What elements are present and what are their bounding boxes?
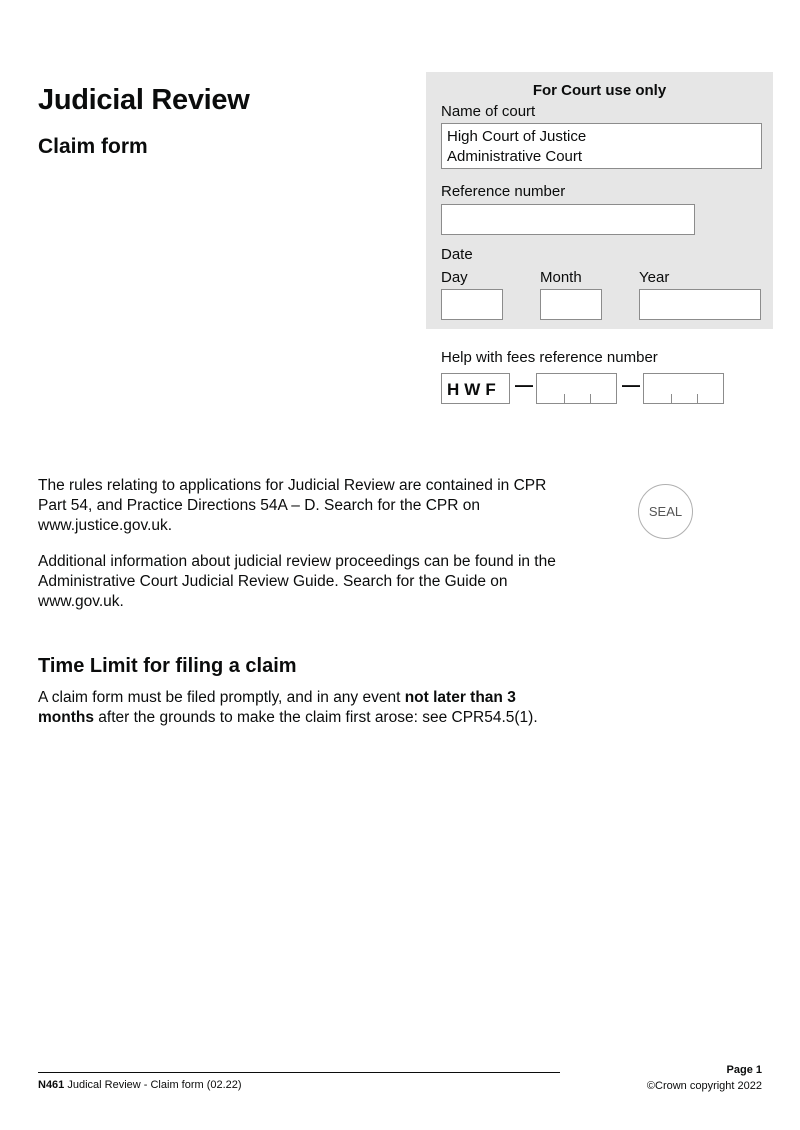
date-label: Date	[441, 246, 473, 263]
court-use-heading: For Court use only	[532, 82, 667, 99]
footer-form-reference	[38, 1079, 242, 1091]
copyright: ©Crown copyright 2022	[646, 1080, 762, 1092]
court-name-line-2: Administrative Court	[447, 148, 583, 165]
footer-form-code: N461	[38, 1079, 65, 1091]
time-limit-heading: Time Limit for filing a claim	[38, 655, 297, 677]
court-use-panel	[426, 72, 773, 329]
footer-form-desc: Judical Review - Claim form (02.22)	[64, 1079, 242, 1091]
time-limit-text-bold: not later than 3 months	[38, 689, 516, 726]
footer-divider	[38, 1072, 560, 1073]
month-field[interactable]	[540, 289, 602, 320]
reference-number-label: Reference number	[441, 183, 566, 200]
hwf-prefix-box: HWF	[441, 373, 510, 404]
court-name-label: Name of court	[441, 103, 536, 120]
hwf-segment-1-field[interactable]	[536, 373, 617, 404]
page-title: Judicial Review	[38, 84, 250, 116]
time-limit-text-b: after the grounds to make the claim first arose: see CPR54.5(1).	[93, 709, 538, 726]
year-field[interactable]	[639, 289, 761, 320]
seal-stamp: SEAL	[638, 484, 693, 539]
hwf-separator-1: —	[515, 375, 533, 395]
month-label: Month	[540, 269, 582, 286]
intro-paragraph-2: Additional information about judicial review proceedings can be found in the Administrative Court Judicial Review Guide. Search for the Guide on www.gov.uk.	[38, 553, 556, 610]
footer-right	[647, 1062, 762, 1094]
intro-paragraph-1: The rules relating to applications for Judicial Review are contained in CPR Part 54, and Practice Directions 54A – D. Search for the CPR on www.justice.gov.uk.	[38, 477, 547, 534]
page-number: Page 1	[726, 1064, 762, 1076]
time-limit-text	[38, 688, 538, 728]
hwf-segment-2-field[interactable]	[643, 373, 724, 404]
court-name-field[interactable]	[441, 123, 762, 169]
day-label: Day	[441, 269, 468, 286]
court-name-line-1: High Court of Justice	[447, 128, 587, 145]
year-label: Year	[639, 269, 670, 286]
hwf-separator-2: —	[622, 375, 640, 395]
page-subtitle: Claim form	[38, 135, 148, 158]
day-field[interactable]	[441, 289, 503, 320]
time-limit-text-a: A claim form must be filed promptly, and in any event	[38, 689, 405, 706]
hwf-label: Help with fees reference number	[441, 349, 658, 366]
reference-number-field[interactable]	[441, 204, 695, 235]
